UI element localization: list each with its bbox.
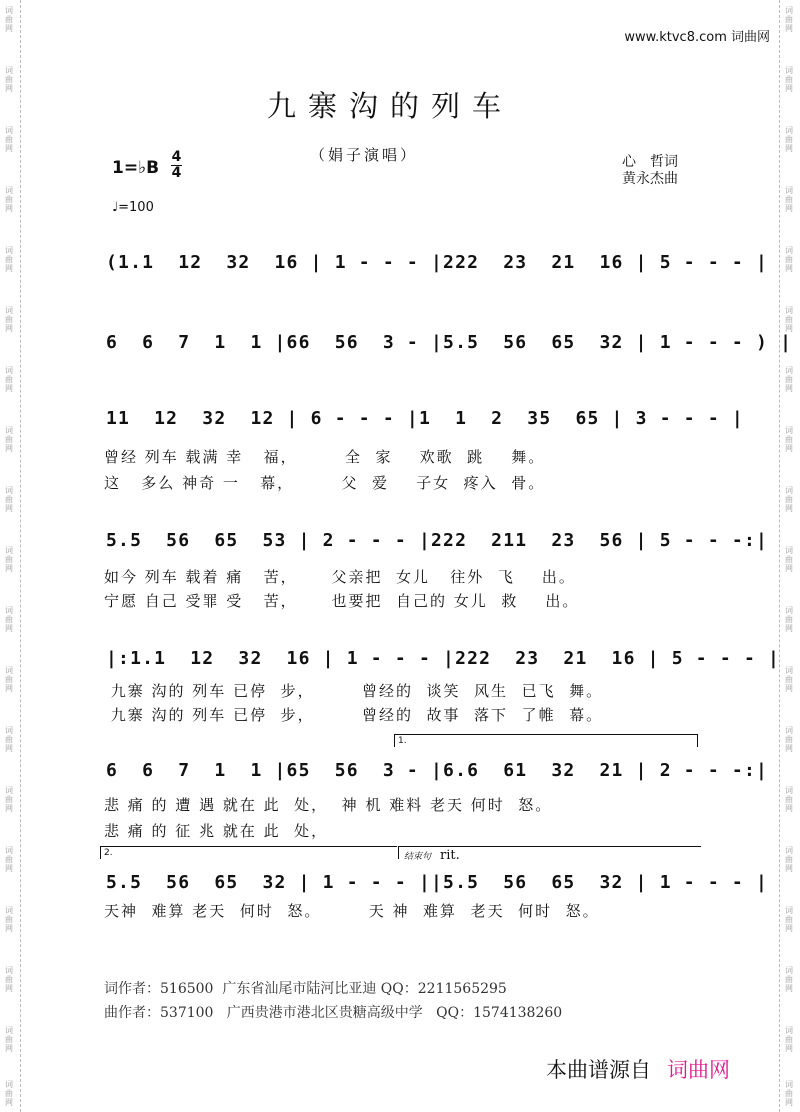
ritardando-marking: rit. [440, 848, 460, 863]
composer-credit: 黄永杰曲 [622, 171, 678, 187]
watermark: 词曲网 [5, 1026, 13, 1053]
watermark: 词曲网 [5, 246, 13, 273]
notation-text: 11 12 32 12 | 6 - - - |1 1 2 35 65 | 3 - - - | [106, 408, 744, 429]
source-brand-link[interactable]: 词曲网 [667, 1058, 730, 1082]
watermark: 词曲网 [5, 546, 13, 573]
notation-row [100, 644, 781, 676]
notation-text: 6 6 7 1 1 |65 56 3 - |6.6 61 32 21 | 2 - - -:| [106, 760, 769, 781]
watermark: 词曲网 [785, 366, 793, 393]
notation-row [100, 868, 769, 900]
ending-label: 结束句 [404, 852, 432, 862]
watermark: 词曲网 [785, 66, 793, 93]
notation-text: 5.5 56 65 32 | 1 - - - ||5.5 56 65 32 | 1 - - - | [106, 872, 769, 893]
time-signature [171, 151, 182, 180]
watermark: 词曲网 [5, 306, 13, 333]
right-watermark-strip [779, 0, 800, 1112]
watermark: 词曲网 [5, 66, 13, 93]
watermark: 词曲网 [785, 246, 793, 273]
watermark: 词曲网 [785, 786, 793, 813]
lyric-line: 这 多么 神奇 一 幕， 父 爱 子女 疼入 骨。 [104, 474, 546, 492]
key-signature: 1=♭B [112, 158, 160, 178]
lyric-line: 天神 难算 老天 何时 怒。 天 神 难算 老天 何时 怒。 [104, 902, 600, 920]
lyric-line: 曾经 列车 载满 幸 福， 全 家 欢歌 跳 舞。 [104, 448, 546, 466]
time-denominator: 4 [171, 165, 182, 181]
lyric-line: 九寨 沟的 列车 已停 步， 曾经的 故事 落下 了帷 幕。 [104, 706, 604, 724]
watermark: 词曲网 [785, 6, 793, 33]
watermark: 词曲网 [5, 666, 13, 693]
notation-text: |:1.1 12 32 16 | 1 - - - |222 23 21 16 | 5 - - - | [106, 648, 781, 669]
credits [622, 154, 678, 188]
watermark: 词曲网 [5, 186, 13, 213]
watermark: 词曲网 [5, 846, 13, 873]
watermark: 词曲网 [785, 966, 793, 993]
source-label: 本曲谱源自 [546, 1058, 651, 1082]
watermark: 词曲网 [5, 606, 13, 633]
second-ending-bracket [100, 846, 397, 859]
notation-row [100, 328, 793, 360]
watermark: 词曲网 [785, 906, 793, 933]
watermark: 词曲网 [785, 606, 793, 633]
watermark: 词曲网 [5, 366, 13, 393]
notation-text: 5.5 56 65 53 | 2 - - - |222 211 23 56 | 5 - - -:| [106, 530, 769, 551]
notation-row [100, 526, 769, 558]
song-title: 九寨沟的列车 [266, 89, 513, 123]
watermark: 词曲网 [5, 966, 13, 993]
source-attribution [546, 1054, 730, 1084]
lyric-line: 如今 列车 载着 痛 苦， 父亲把 女儿 往外 飞 出。 [104, 568, 576, 586]
watermark: 词曲网 [785, 666, 793, 693]
watermark: 词曲网 [785, 846, 793, 873]
watermark: 词曲网 [785, 546, 793, 573]
site-url[interactable]: www.ktvc8.com 词曲网 [624, 30, 770, 45]
volta-label: 2. [104, 848, 113, 858]
notation-row [100, 404, 744, 436]
watermark: 词曲网 [5, 6, 13, 33]
singer-credit: （娟子演唱） [310, 146, 419, 164]
watermark: 词曲网 [5, 126, 13, 153]
left-watermark-strip [0, 0, 21, 1112]
notation-text: 6 6 7 1 1 |66 56 3 - |5.5 56 65 32 | 1 - - - ) | [106, 332, 793, 353]
tempo-marking: ♩=100 [112, 200, 154, 215]
watermark: 词曲网 [5, 906, 13, 933]
lyric-line: 悲 痛 的 遭 遇 就在 此 处， 神 机 难料 老天 何时 怒。 [104, 796, 553, 814]
lyricist-credit: 心 哲词 [622, 154, 678, 170]
watermark: 词曲网 [785, 726, 793, 753]
watermark: 词曲网 [5, 486, 13, 513]
watermark: 词曲网 [5, 1080, 13, 1107]
watermark: 词曲网 [785, 306, 793, 333]
lyric-line: 悲 痛 的 征 兆 就在 此 处， [104, 822, 329, 840]
notation-row [100, 756, 769, 788]
volta-label: 1. [398, 736, 407, 746]
lyric-line: 九寨 沟的 列车 已停 步， 曾经的 谈笑 风生 已飞 舞。 [104, 682, 604, 700]
notation-row [100, 248, 769, 280]
first-ending-bracket [394, 734, 698, 747]
watermark: 词曲网 [785, 426, 793, 453]
watermark: 词曲网 [5, 426, 13, 453]
composer-contact: 曲作者：537100 广西贵港市港北区贵糖高级中学 QQ：1574138260 [104, 1005, 563, 1021]
watermark: 词曲网 [5, 786, 13, 813]
lyric-line: 宁愿 自己 受罪 受 苦， 也要把 自己的 女儿 救 出。 [104, 592, 580, 610]
watermark: 词曲网 [785, 186, 793, 213]
lyricist-contact: 词作者：516500 广东省汕尾市陆河比亚迪 QQ：2211565295 [104, 981, 507, 997]
watermark: 词曲网 [785, 126, 793, 153]
watermark: 词曲网 [5, 726, 13, 753]
watermark: 词曲网 [785, 486, 793, 513]
watermark: 词曲网 [785, 1026, 793, 1053]
notation-text: (1.1 12 32 16 | 1 - - - |222 23 21 16 | 5 - - - | [106, 252, 769, 273]
watermark: 词曲网 [785, 1080, 793, 1107]
time-numerator: 4 [171, 149, 182, 165]
